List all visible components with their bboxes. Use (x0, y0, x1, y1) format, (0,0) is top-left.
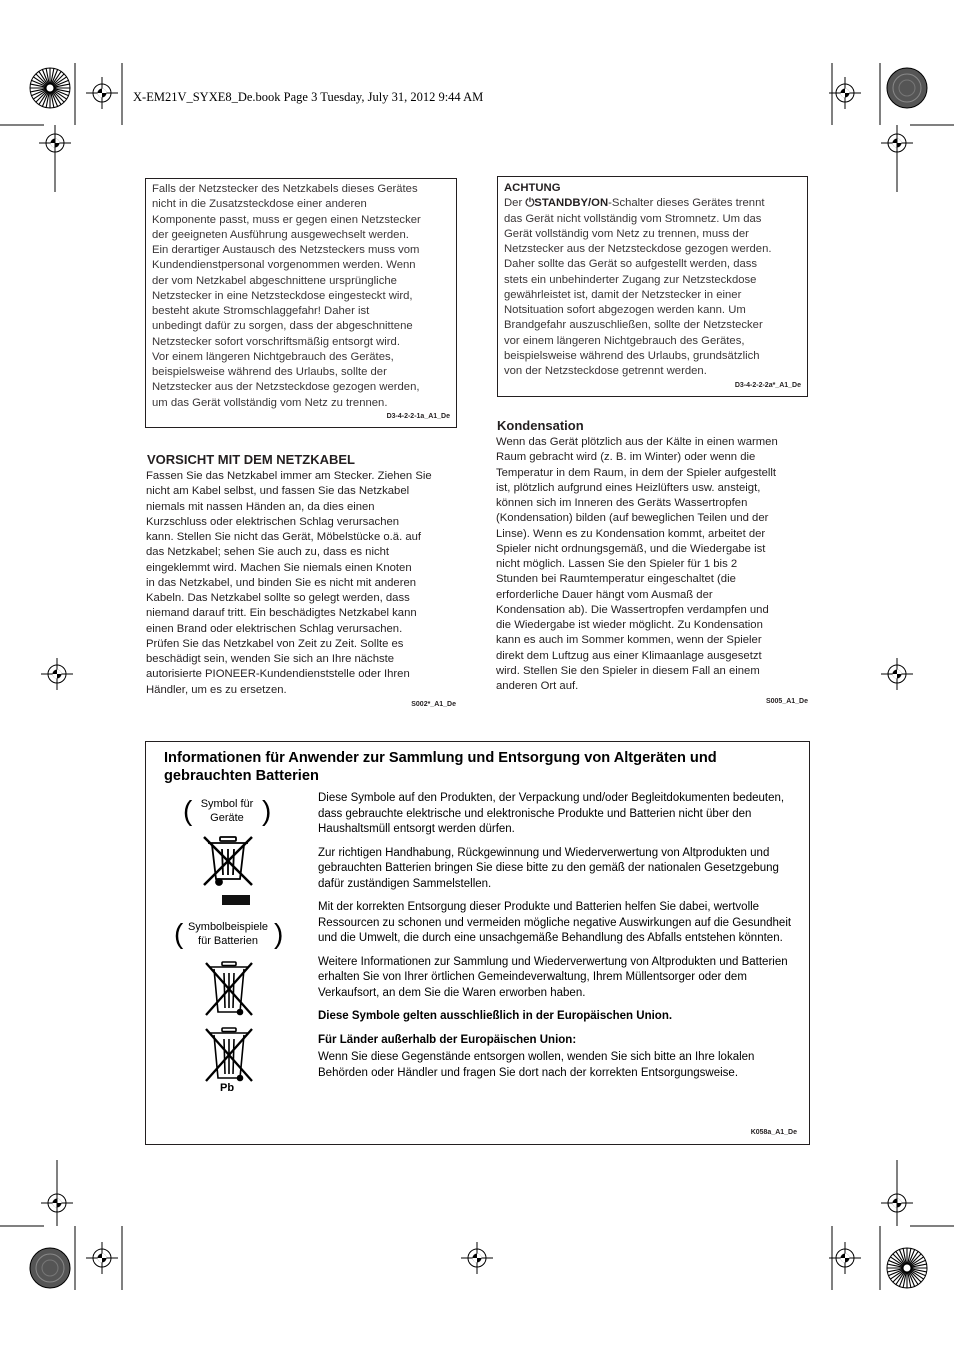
text-line: beispielsweise während des Urlaubs, sollte der (152, 366, 387, 378)
paragraph: Weitere Informationen zur Sammlung und Wiederverwertung von Altprodukten und Batterien erhalten Sie von Ihrer örtlichen Gemeindeverwaltung, Ihrem Müllentsorger oder dem Verkaufsort, an dem Sie die Waren erworben haben. (318, 955, 788, 999)
text-line: Vor einem längeren Nichtgebrauch des Gerätes, (152, 350, 394, 363)
text-line: Raum gebracht wird (z. B. im Winter) oder wenn die (496, 451, 756, 464)
crossed-bin-battery-icon (203, 960, 255, 1018)
text-line: anderen Ort auf. (496, 680, 579, 692)
paragraph: Zur richtigen Handhabung, Rückgewinnung und Wiederverwertung von Altprodukten und gebrauchten Batterien bringen Sie diese bitte zu den gemäß der nationalen Gesetzgebung dafür zuständigen Sammelstellen. (318, 846, 779, 890)
text-line: Netzstecker sofort vorschriftsmäßig entsorgt wird. (152, 335, 400, 348)
text-line: Händler, um es zu ersetzen. (146, 683, 287, 696)
text-line: ist, plötzlich aufgrund eines Heizlüfters usw. ansteigt, (496, 481, 761, 494)
text-line: Fassen Sie das Netzkabel immer am Stecker. Ziehen Sie (146, 470, 432, 482)
achtung-box (497, 176, 808, 397)
text-line: Temperatur in dem Raum, in dem der Spieler aufgestellt (496, 466, 777, 479)
disposal-info-text (318, 791, 800, 1089)
achtung-text (504, 181, 806, 379)
text-line: vor einem längeren Nichtgebrauch des Gerätes, (504, 334, 745, 347)
text-line: um das Gerät vollständig vom Netz zu trennen. (152, 396, 388, 409)
text-line: (Kondensation) bilden (auf beweglichen Teilen und der (496, 512, 769, 525)
text-line: die Wiedergabe ist wieder möglicht. Zu Kondensation (496, 619, 763, 631)
book-header-line: X-EM21V_SYXE8_De.book Page 3 Tuesday, July 31, 2012 9:44 AM (133, 90, 484, 104)
text-line: kann es auch im Sommer kommen, wenn der Spieler (496, 634, 762, 647)
paragraph-bold: Diese Symbole gelten ausschließlich in der Europäischen Union. (318, 1010, 673, 1022)
text-line: Stunden bei Raumtemperatur eingeschaltet (die (496, 573, 736, 586)
text-line: niemand darauf tritt. Ein beschädigtes Netzkabel kann (146, 607, 417, 620)
disposal-info-box (145, 741, 810, 1145)
paren-right: ) (262, 795, 272, 826)
text-line: nicht am Kabel selbst, und fassen Sie das Netzkabel (146, 485, 410, 498)
text-line: in das Netzkabel, und binden Sie es nicht mit anderen (146, 576, 417, 589)
disposal-info-title (164, 749, 804, 785)
disposal-info-code: K058a_A1_De (750, 1129, 797, 1136)
text-line: das Gerät nicht vollständig vom Stromnetz. Um das (504, 212, 762, 225)
text-line: niemals mit nassen Händen an, da dies einen (146, 500, 375, 513)
text-line: Netzstecker aus der Netzsteckdose gezogen werden, (152, 381, 420, 394)
text-line: unbedingt dafür zu sorgen, dass der abgeschnittene (152, 320, 413, 333)
paragraph: Mit der korrekten Entsorgung dieser Produkte und Batterien helfen Sie dabei, wertvolle Ressourcen zu schonen und vermeiden mögliche negative Auswirkungen auf die Gesundheit und die Umwelt, die durch eine unsachgemäße Behandlung des Abfalls entstehen könnten. (318, 901, 792, 944)
text-line: Falls der Netzstecker des Netzkabels dieses Gerätes (152, 183, 418, 195)
title-line: gebrauchten Batterien (164, 768, 319, 784)
text-line: einen Brand oder elektrischen Schlag verursachen. (146, 622, 403, 635)
text-line: von der Netzsteckdose getrennt werden. (504, 365, 707, 377)
plug-notice-code: D3-4-2-2-1a_A1_De (386, 413, 450, 420)
text-line: nicht in die Zusatzsteckdose einer anderen (152, 198, 367, 211)
achtung-code: D3-4-2-2-2a*_A1_De (734, 382, 801, 389)
paren-left: ( (174, 918, 184, 949)
text-line: erforderliche Dauer hängt vom Ausmaß der (496, 588, 713, 601)
text-line: Netzstecker aus der Netzsteckdose gezogen werden. (504, 243, 772, 255)
text-line: Daher sollte das Gerät so aufgestellt werden, dass (504, 258, 758, 271)
achtung-first-line (504, 196, 806, 211)
text-line: stets ein unbehinderter Zugang zur Netzsteckdose (504, 273, 757, 286)
text-line: nicht möglich. Lassen Sie den Spieler für 1 bis 2 (496, 558, 738, 570)
text-line: Wenn das Gerät plötzlich aus der Kälte in einen warmen (496, 436, 778, 448)
text-line: Netzstecker in eine Netzsteckdose eingesteckt wird, (152, 289, 413, 302)
text-line: Kondensation ab). Die Wassertropfen verdampfen und (496, 603, 769, 616)
text-line: Prüfen Sie das Netzkabel von Zeit zu Zeit. Sollte es (146, 637, 404, 650)
kondensation-heading: Kondensation (497, 418, 584, 433)
symbol-device-label (186, 797, 268, 825)
text-line: beschädigt sein, wenden Sie sich an Ihre nächste (146, 653, 395, 665)
text-span: -Schalter dieses Gerätes trennt (608, 197, 765, 210)
text-line: der vom Netzkabel abgeschnittene ursprüngliche (152, 274, 397, 287)
paren-right: ) (274, 918, 284, 949)
paren-left: ( (183, 795, 193, 826)
text-line: Gerät vollständig vom Netz zu trennen, muss der (504, 227, 749, 240)
text-line: Kundendienstpersonal vorgenommen werden. Wenn (152, 259, 416, 272)
vorsicht-text (146, 469, 461, 698)
text-line: können sich im Inneren des Geräts Wassertropfen (496, 497, 748, 509)
text-line: Komponente passt, muss er gegen einen Netzstecker (152, 213, 421, 226)
kondensation-text (496, 435, 812, 694)
text-line: Kurzschluss oder elektrischen Schlag verursachen (146, 515, 400, 528)
label-line: Geräte (210, 812, 244, 824)
text-line: eingeklemmt wird. Machen Sie niemals einen Knoten (146, 561, 412, 574)
plug-notice-text (152, 182, 456, 411)
symbol-battery-label (176, 920, 280, 948)
text-line: der geeigneten Ausführung ausgewechselt werden. (152, 228, 409, 241)
paragraph: Diese Symbole auf den Produkten, der Verpackung und/oder Begleitdokumenten bedeuten, dass gebrauchte elektrische und elektronische Produkte und Batterien nicht über den Haushaltsmüll entsorgt werden dürfen. (318, 792, 785, 835)
paragraph-bold: Für Länder außerhalb der Europäischen Union: (318, 1033, 577, 1046)
vorsicht-heading: VORSICHT MIT DEM NETZKABEL (147, 452, 355, 467)
text-line: Notsituation sofort abgezogen werden kann. Um (504, 304, 746, 316)
kondensation-code: S005_A1_De (765, 698, 808, 705)
vorsicht-code: S002*_A1_De (411, 701, 456, 708)
text-line: wird. Stellen Sie den Spieler in diesem Fall an einem (496, 664, 760, 677)
text-line: besteht akute Stromschlaggefahr! Daher ist (152, 305, 370, 317)
title-line: Informationen für Anwender zur Sammlung und Entsorgung von Altgeräten und (164, 750, 717, 766)
text-line: Linse). Wenn es zu Kondensation kommt, arbeitet der (496, 527, 766, 540)
power-icon: ⏻ (525, 197, 535, 210)
crossed-bin-battery-pb-icon (203, 1026, 255, 1084)
text-line: gewährleistet ist, damit der Netzstecker in einer (504, 288, 742, 301)
text-line: direkt dem Luftzug aus einer Klimaanlage ausgesetzt (496, 649, 762, 662)
text-line: Kabeln. Das Netzkabel sollte so gelegt werden, dass (146, 592, 410, 604)
label-line: Symbolbeispiele (187, 921, 269, 933)
label-line: Symbol für (200, 798, 254, 810)
text-line: beispielsweise während des Urlaubs, grundsätzlich (504, 349, 760, 362)
text-line: Brandgefahr auszuschließen, sollte der Netzstecker (504, 319, 763, 332)
text-span: Der (504, 197, 526, 210)
text-line: autorisierte PIONEER-Kundendienststelle oder Ihren (146, 668, 410, 681)
label-line: für Batterien (198, 935, 258, 947)
text-line: das Netzkabel; sehen Sie auch zu, dass es nicht (146, 546, 390, 559)
text-line: Spieler nicht ordnungsgemäß, und die Wiedergabe ist (496, 542, 766, 555)
standby-label: STANDBY/ON (534, 197, 609, 210)
text-line: Ein derartiger Austausch des Netzsteckers muss vom (152, 244, 420, 256)
achtung-title: ACHTUNG (504, 182, 561, 194)
pb-label: Pb (220, 1082, 235, 1094)
black-bar-marker (222, 895, 250, 905)
text-line: kann. Stellen Sie nicht das Gerät, Möbelstücke o.ä. auf (146, 531, 422, 543)
paragraph: Wenn Sie diese Gegenstände entsorgen wollen, wenden Sie sich bitte an Ihre lokalen Behörden oder Händler und fragen Sie dort nach der korrekten Entsorgungsweise. (318, 1051, 755, 1079)
plug-notice-box (145, 178, 457, 428)
